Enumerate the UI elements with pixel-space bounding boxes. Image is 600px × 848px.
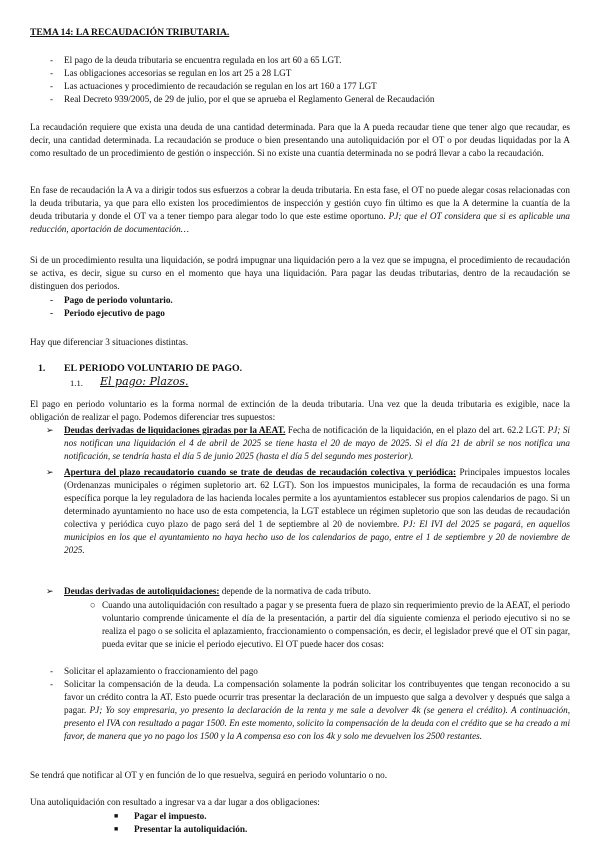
list-item: - Real Decreto 939/2005, de 29 de julio, por el que se aprueba el Reglamento General de Recaudación <box>50 94 435 104</box>
list-item: - El pago de la deuda tributaria se encuentra regulada en los art 60 a 65 LGT. <box>50 55 342 65</box>
section-1-heading: EL PERIODO VOLUNTARIO DE PAGO. <box>64 363 243 374</box>
section-1-number: 1. <box>38 363 46 374</box>
paragraph-deuda-determinada: La recaudación requiere que exista una deuda de una cantidad determinada. Para que la A pueda recaudar tiene que tener algo que recaudar, es decir, una cantidad determinada. La recaudación se produce o bien presentando una autoliquidación por el OT o por deudas liquidadas por la A como resultado de un procedimiento de gestión o inspección. Si no existe una cuantía determinada no se podrá llevar a cabo la recaudación. <box>30 122 570 159</box>
arrow-item-autoliquidaciones: ➢ Deudas derivadas de autoliquidaciones: depende de la normativa de cada tributo. <box>46 586 371 596</box>
intro-bullet-list <box>30 54 570 106</box>
list-item: ■ Pagar el impuesto. <box>114 811 207 821</box>
dash-item-aplazamiento: - Solicitar el aplazamiento o fraccionamiento del pago <box>50 666 258 676</box>
list-item: - Periodo ejecutivo de pago <box>50 308 165 318</box>
circle-item-fuera-de-plazo: ○ Cuando una autoliquidación con resultado a pagar y se presenta fuera de plazo sin requerimiento previo de la AEAT, el periodo voluntario comprende únicamente el día de la presentación, a partir del día siguiente comienza el periodo ejecutivo si no se realiza el pago o se solicita el aplazamiento, fraccionamiento o compensación, es decir, el legislador prevé que el OT sin pagar, pueda evitar que se inicie el periodo ejecutivo. El OT puede hacer dos cosas: <box>90 600 570 650</box>
list-item: - Las obligaciones accesorias se regulan en los art 25 a 28 LGT <box>50 68 292 78</box>
arrow-item-recaudacion-colectiva: ➢ Apertura del plazo recaudatorio cuando se trate de deudas de recaudación colectiva y periódica: Principales impuestos locales (Ordenanzas municipales o régimen supletorio art. 62 LGT). Son los impuestos municipales, la forma de recaudación es una forma específica porque la ley reguladora de las hacienda locales permite a los ayuntamientos establecer sus propios calendarios de pago. Si un determinado ayuntamiento no hace uso de esta competencia, la LGT establece un régimen supletorio que son las deudas de recaudación colectiva y periódica cuyo plazo de pago será del 1 de septiembre al 20 de noviembre. PJ: El IVI del 2025 se pagará, en aquellos municipios en los que el ayuntamiento no haya hecho uso de los calendarios de pago, entre el 1 de septiembre y 20 de noviembre de 2025. <box>46 467 571 556</box>
obligations-list <box>114 810 514 836</box>
list-item: ■ Presentar la autoliquidación. <box>114 824 248 834</box>
subsection-1-1-number: 1.1. <box>70 378 83 388</box>
dash-item-compensacion: - Solicitar la compensación de la deuda. La compensación solamente la podrán solicitar los contribuyentes que tengan reconocido a su favor un crédito contra la AT. Esto puede ocurrir tras presentar la declaración de un impuesto que salga a devolver y después que salga a pagar. PJ; Yo soy empresaria, yo presento la declaración de la renta y me sale a devolver 4k (se genera el crédito). A continuación, presento el IVA con resultado a pagar 1500. En este momento, solicito la compensación de la deuda con el crédito que se ha creado a mi favor, de manera que yo no pago los 1500 y la A compensa eso con los 4k y solo me devuelven los 2500 restantes. <box>50 679 570 742</box>
paragraph-tres-situaciones: Hay que diferenciar 3 situaciones distintas. <box>30 337 189 347</box>
list-item: - Pago de periodo voluntario. <box>50 295 173 305</box>
paragraph-fase-recaudacion: En fase de recaudación la A va a dirigir todos sus esfuerzos a cobrar la deuda tributaria. En esta fase, el OT no puede alegar cosas relacionadas con la deuda tributaria, ya que para ello existen los procedimientos de inspección y gestión cuyo fin último es que la A determine la cuantía de la deuda tributaria y donde el OT va a tener tiempo para alegar todo lo que este estime oportuno. PJ; que el OT considera que si es aplicable una reducción, aportación de documentación… <box>30 185 570 235</box>
paragraph-pago-voluntario: El pago en periodo voluntario es la forma normal de extinción de la deuda tributaria. Una vez que la deuda tributaria es exigible, nace la obligación de realizar el pago. Podemos diferenciar tres supuestos: <box>30 399 570 423</box>
arrow-item-liquidaciones: ➢ Deudas derivadas de liquidaciones giradas por la AEAT. Fecha de notificación de la liquidación, en el plazo del art. 62.2 LGT. PJ; Si nos notifican una liquidación el 4 de abril de 2025 se tiene hasta el 20 de mayo de 2025. Si el día 21 de abril se nos notifica una notificación, se tendría hasta el día 5 de junio 2025 (hasta el día 5 del segundo mes posterior). <box>46 425 570 462</box>
list-item: - Las actuaciones y procedimiento de recaudación se regulan en los art 160 a 177 LGT <box>50 81 377 91</box>
periods-list <box>30 294 570 320</box>
paragraph-notificar: Se tendrá que notificar al OT y en función de lo que resuelva, seguirá en periodo voluntario o no. <box>30 770 388 780</box>
page-title: TEMA 14: LA RECAUDACIÓN TRIBUTARIA. <box>30 27 230 38</box>
paragraph-impugnacion: Si de un procedimiento resulta una liquidación, se podrá impugnar una liquidación pero a la vez que se impugna, el procedimiento de recaudación se activa, es decir, sigue su curso en el momento que haya una liquidación. Para pagar las deudas tributarias, dentro de la recaudación se distinguen dos periodos. <box>30 255 570 292</box>
paragraph-dos-obligaciones: Una autoliquidación con resultado a ingresar va a dar lugar a dos obligaciones: <box>30 797 320 807</box>
subsection-1-1-heading: El pago: Plazos. <box>100 375 189 388</box>
